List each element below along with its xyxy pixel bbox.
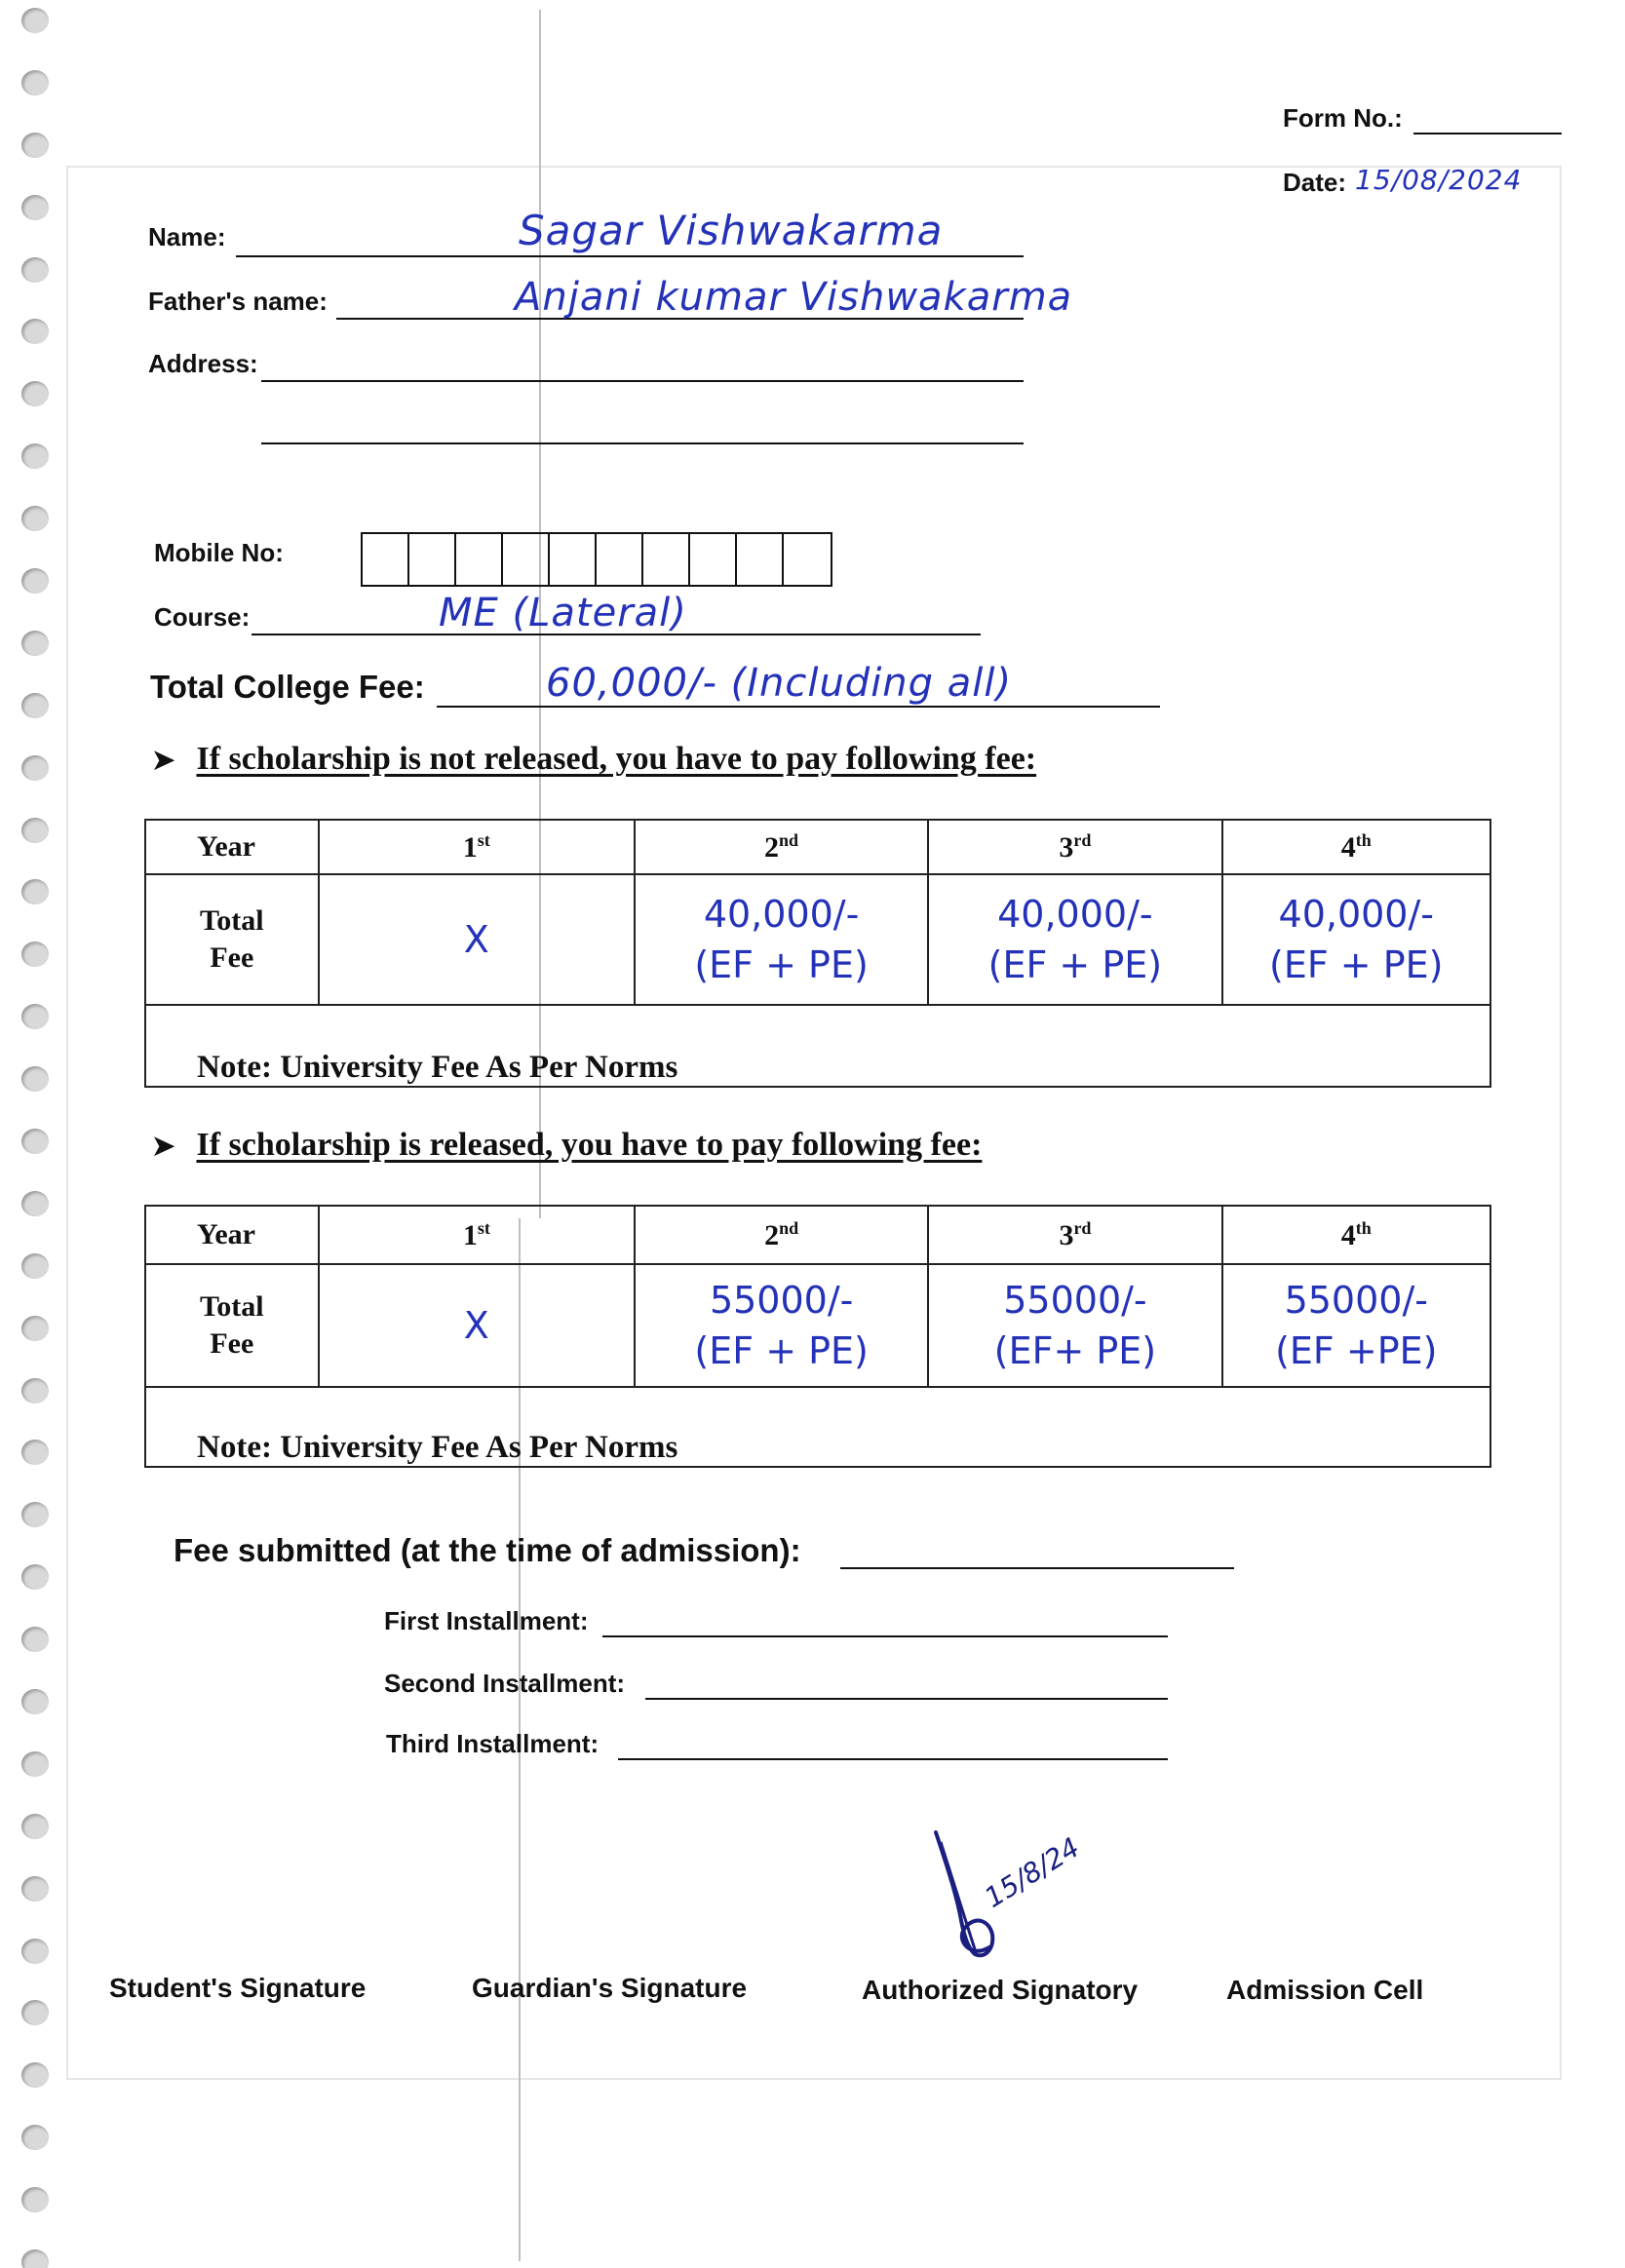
second-installment-field[interactable] (645, 1698, 1168, 1700)
year-suffix: th (1355, 1217, 1372, 1238)
total-fee-line-1: Total (200, 904, 264, 937)
binder-hole (21, 1751, 49, 1777)
binder-hole (21, 1066, 49, 1092)
year-number: 4 (1340, 830, 1356, 864)
fee-detail: (EF + PE) (694, 943, 869, 986)
form-no-label: Form No.: (1283, 103, 1403, 133)
fee-cell-year-3[interactable] (928, 1264, 1221, 1387)
third-installment-label: Third Installment: (386, 1729, 600, 1758)
table-row (145, 1206, 1490, 1264)
fee-amount: X (463, 918, 489, 961)
fee-cell-year-4[interactable] (1222, 1264, 1490, 1387)
binder-hole (21, 818, 49, 843)
binder-hole (21, 70, 49, 96)
year-2-header (635, 1206, 928, 1264)
year-header: Year (145, 820, 319, 874)
fee-amount: 55000/- (1003, 1279, 1147, 1322)
second-installment-label: Second Installment: (384, 1669, 626, 1698)
fee-cell-year-1[interactable] (319, 1264, 635, 1387)
fee-amount: 40,000/- (997, 893, 1153, 936)
year-2-header (635, 820, 928, 874)
university-fee-note: Note: University Fee As Per Norms (145, 1005, 1490, 1087)
binder-hole (21, 133, 49, 158)
binder-hole (21, 195, 49, 220)
binder-hole (21, 1004, 49, 1029)
form-no-field[interactable] (1413, 133, 1562, 135)
binder-hole (21, 879, 49, 904)
binder-hole (21, 1627, 49, 1652)
table-row (145, 1387, 1490, 1467)
table-row (145, 874, 1490, 1005)
year-1-header (319, 820, 635, 874)
mobile-digit-box[interactable] (737, 534, 784, 585)
heading-text: If scholarship is released, you have to pay following fee: (196, 1127, 983, 1163)
total-fee-header (145, 1264, 319, 1387)
fee-detail: (EF +PE) (1275, 1329, 1438, 1372)
year-suffix: nd (779, 1217, 799, 1238)
binder-hole (21, 319, 49, 344)
binder-hole (21, 2062, 49, 2088)
mobile-digit-box[interactable] (456, 534, 503, 585)
binder-hole (21, 1378, 49, 1403)
year-3-header (928, 820, 1221, 874)
binder-hole (21, 1939, 49, 1964)
binder-hole (21, 1440, 49, 1465)
mobile-number-boxes[interactable] (361, 532, 832, 587)
mobile-digit-box[interactable] (409, 534, 456, 585)
total-fee-line-2: Fee (210, 942, 254, 974)
name-field[interactable] (236, 255, 1024, 257)
fee-cell-year-3[interactable] (928, 874, 1221, 1005)
fee-table-not-released (144, 819, 1491, 1088)
course-value: ME (Lateral) (439, 591, 687, 635)
mobile-digit-box[interactable] (363, 534, 409, 585)
fee-cell-year-2[interactable] (635, 874, 928, 1005)
mobile-digit-box[interactable] (784, 534, 831, 585)
total-college-fee-label: Total College Fee: (150, 669, 425, 705)
fee-detail: (EF+ PE) (993, 1329, 1157, 1372)
year-3-header (928, 1206, 1221, 1264)
binder-hole (21, 1689, 49, 1714)
authorized-signature-mark (916, 1823, 1102, 1979)
binder-hole (21, 693, 49, 718)
date-label: Date: (1283, 168, 1347, 197)
fee-table-released (144, 1205, 1491, 1468)
table-row (145, 1264, 1490, 1387)
binder-hole (21, 1564, 49, 1590)
fee-amount: 40,000/- (1278, 893, 1434, 936)
table-row (145, 1005, 1490, 1087)
binder-hole (21, 1253, 49, 1279)
binder-hole (21, 2249, 49, 2268)
total-fee-header (145, 874, 319, 1005)
third-installment-field[interactable] (618, 1758, 1168, 1760)
year-number: 4 (1340, 1218, 1356, 1251)
year-4-header (1222, 820, 1490, 874)
address-field-line-1[interactable] (261, 380, 1024, 382)
fee-amount: 40,000/- (703, 893, 860, 936)
fee-cell-year-1[interactable] (319, 874, 635, 1005)
university-fee-note: Note: University Fee As Per Norms (145, 1387, 1490, 1467)
fee-cell-year-2[interactable] (635, 1264, 928, 1387)
binder-hole (21, 8, 49, 33)
mobile-digit-box[interactable] (690, 534, 737, 585)
total-college-fee-field[interactable] (437, 706, 1160, 708)
binder-hole (21, 1814, 49, 1839)
year-header: Year (145, 1206, 319, 1264)
year-number: 1 (462, 830, 478, 864)
year-number: 2 (764, 830, 780, 864)
fee-submitted-label: Fee submitted (at the time of admission): (174, 1532, 801, 1568)
fathers-name-label: Father's name: (148, 287, 328, 316)
name-value: Sagar Vishwakarma (519, 207, 944, 254)
fathers-name-value: Anjani kumar Vishwakarma (515, 275, 1073, 320)
fee-submitted-field[interactable] (840, 1567, 1234, 1569)
fee-detail: (EF + PE) (694, 1329, 869, 1372)
fee-detail: (EF + PE) (987, 943, 1163, 986)
binder-hole (21, 2125, 49, 2150)
authorized-signatory-label: Authorized Signatory (862, 1975, 1139, 2005)
year-suffix: th (1355, 829, 1372, 850)
year-suffix: st (477, 829, 490, 850)
binder-hole (21, 568, 49, 594)
total-college-fee-value: 60,000/- (Including all) (546, 661, 1013, 706)
section-heading-released (152, 1127, 982, 1164)
binder-hole (21, 1191, 49, 1216)
admission-cell-label: Admission Cell (1226, 1975, 1424, 2005)
year-suffix: rd (1073, 1217, 1092, 1238)
year-suffix: st (477, 1217, 490, 1238)
student-signature-label: Student's Signature (109, 1973, 367, 2003)
mobile-digit-box[interactable] (643, 534, 690, 585)
section-heading-not-released (152, 741, 1036, 778)
year-suffix: nd (779, 829, 799, 850)
year-number: 3 (1059, 1218, 1074, 1251)
binder-hole (21, 1876, 49, 1902)
year-number: 3 (1059, 830, 1074, 864)
year-1-header (319, 1206, 635, 1264)
year-suffix: rd (1073, 829, 1092, 850)
table-row (145, 820, 1490, 874)
year-number: 1 (462, 1218, 478, 1251)
stamp-date-text: 15/8/24 (979, 1830, 1086, 1914)
course-label: Course: (154, 602, 251, 632)
first-installment-label: First Installment: (384, 1606, 589, 1635)
mobile-label: Mobile No: (154, 538, 284, 567)
binder-hole (21, 443, 49, 469)
binder-hole (21, 631, 49, 656)
year-4-header (1222, 1206, 1490, 1264)
binder-hole (21, 2187, 49, 2212)
arrow-bullet-icon: ➤ (152, 746, 175, 776)
address-field-line-2[interactable] (261, 442, 1024, 444)
first-installment-field[interactable] (602, 1635, 1168, 1637)
binder-hole (21, 506, 49, 531)
binder-hole (21, 257, 49, 283)
year-number: 2 (764, 1218, 780, 1251)
total-fee-line-1: Total (200, 1290, 264, 1323)
binder-hole (21, 2000, 49, 2025)
date-value[interactable]: 15/08/2024 (1355, 164, 1523, 196)
name-label: Name: (148, 222, 226, 251)
mobile-digit-box[interactable] (597, 534, 643, 585)
fee-amount: X (463, 1304, 489, 1347)
binder-hole (21, 381, 49, 406)
mobile-digit-box[interactable] (550, 534, 597, 585)
binder-hole (21, 942, 49, 967)
mobile-digit-box[interactable] (503, 534, 550, 585)
total-fee-line-2: Fee (210, 1327, 254, 1360)
binder-hole (21, 1502, 49, 1527)
page-border-shadow (66, 166, 1562, 2080)
binder-hole (21, 755, 49, 781)
binder-holes (21, 8, 60, 2259)
guardian-signature-label: Guardian's Signature (472, 1973, 748, 2003)
address-label: Address: (148, 349, 258, 378)
fee-cell-year-4[interactable] (1222, 874, 1490, 1005)
heading-text: If scholarship is not released, you have to pay following fee: (196, 741, 1037, 777)
binder-hole (21, 1316, 49, 1341)
fee-detail: (EF + PE) (1269, 943, 1444, 986)
fee-amount: 55000/- (1284, 1279, 1428, 1322)
arrow-bullet-icon: ➤ (152, 1132, 175, 1162)
binder-hole (21, 1129, 49, 1154)
fee-amount: 55000/- (709, 1279, 854, 1322)
